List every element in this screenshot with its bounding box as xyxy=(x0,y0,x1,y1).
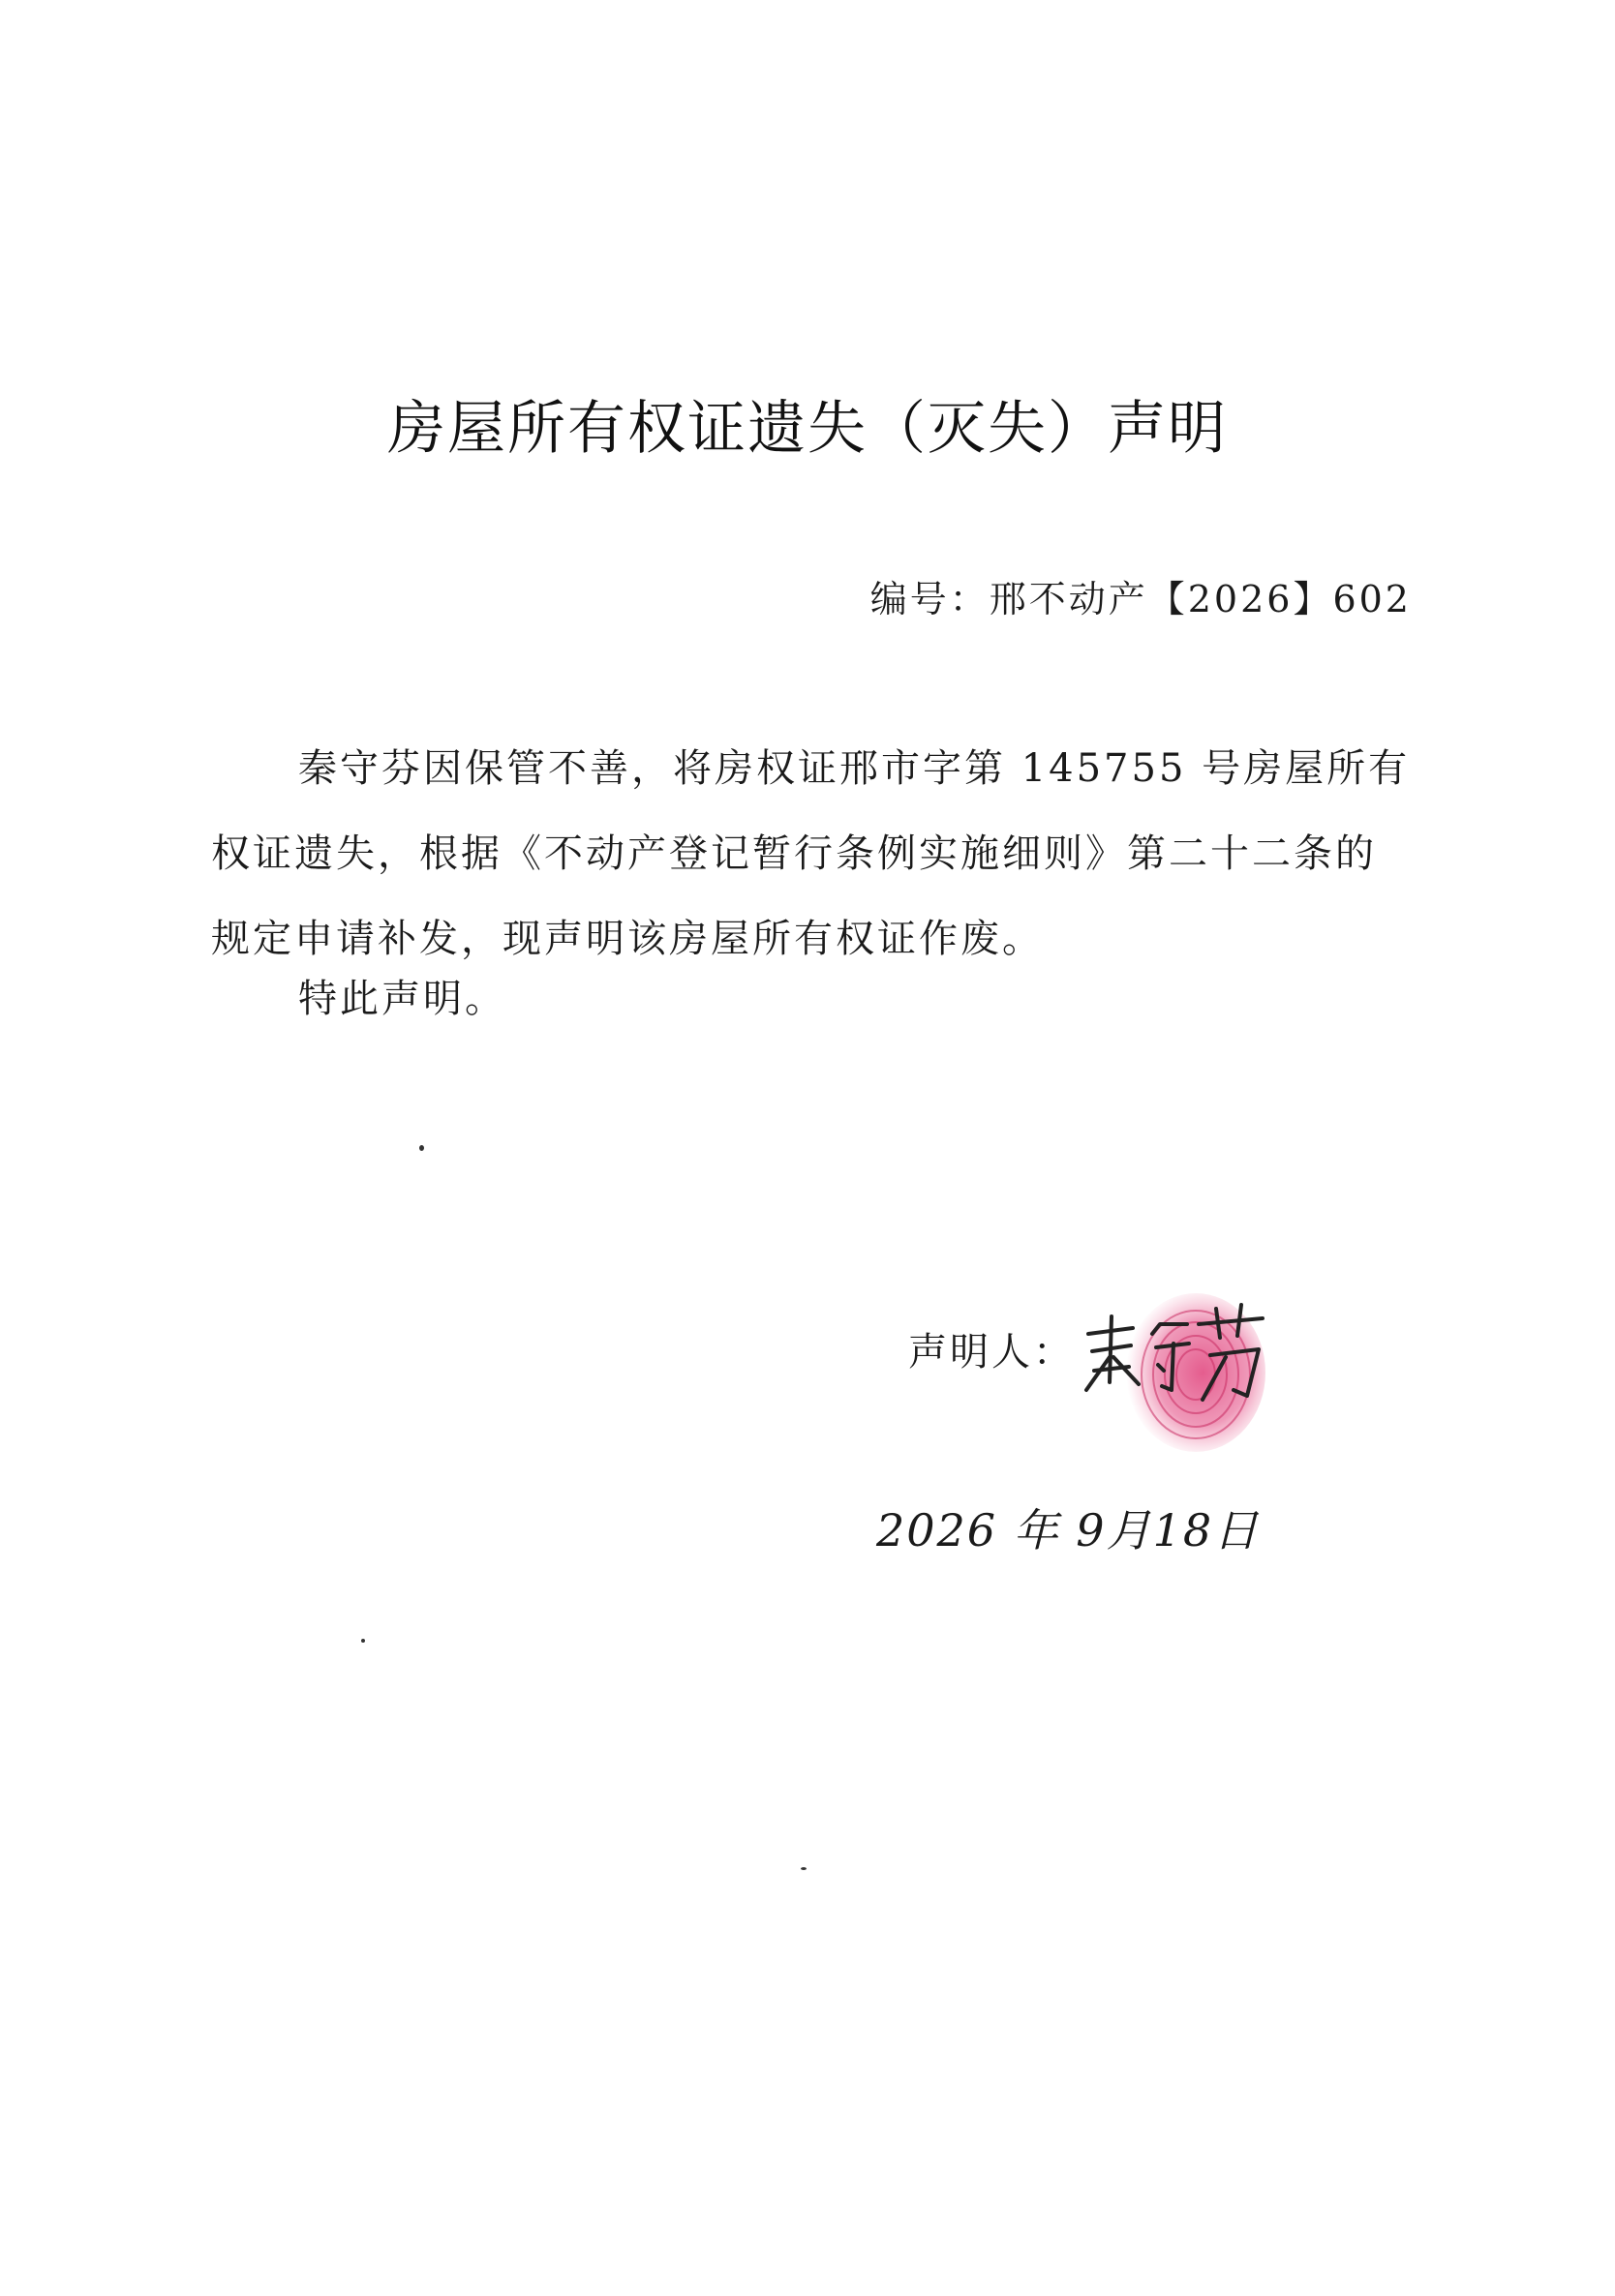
closing-statement: 特此声明。 xyxy=(298,977,506,1021)
scan-speck xyxy=(801,1867,807,1870)
scan-speck xyxy=(361,1639,365,1643)
document-number: 编号：邢不动产【2026】602 xyxy=(869,578,1412,620)
fingerprint-signature-icon xyxy=(1075,1276,1288,1469)
signature-date: 2026 年 9月18日 xyxy=(876,1504,1261,1556)
document-title: 房屋所有权证遗失（灭失）声明 xyxy=(387,395,1228,463)
scan-speck xyxy=(419,1145,424,1151)
declaration-body: 秦守芬因保管不善，将房权证邢市字第 145755 号房屋所有权证遗失，根据《不动产登记暂行条例实施细则》第二十二条的规定申请补发，现声明该房屋所有权证作废。 xyxy=(211,746,1411,961)
declarant-label: 声明人： xyxy=(908,1330,1075,1375)
